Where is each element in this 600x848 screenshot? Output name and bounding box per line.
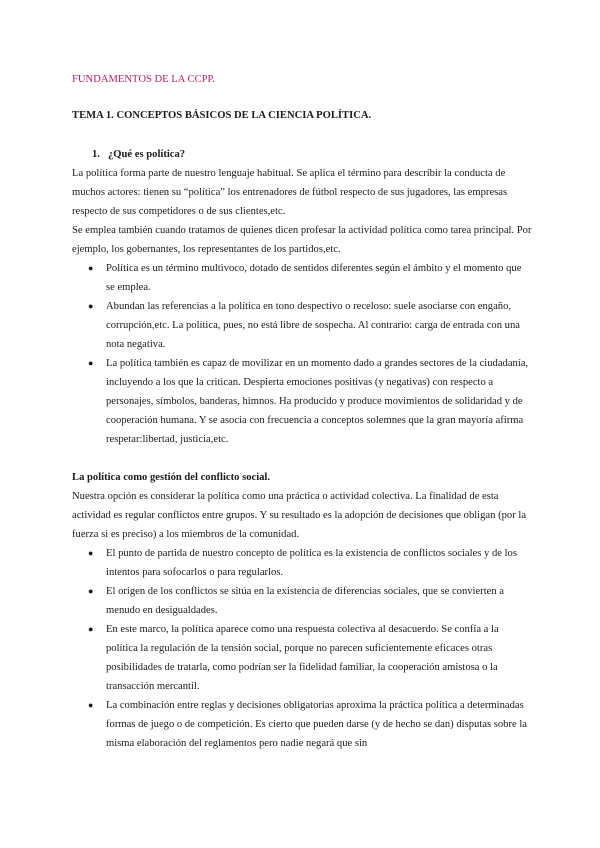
list-item xyxy=(76,620,532,696)
bullet-icon: ● xyxy=(88,263,94,273)
bullet-icon: ● xyxy=(88,624,94,634)
document-title: FUNDAMENTOS DE LA CCPP. xyxy=(72,74,215,85)
topic-heading: TEMA 1. CONCEPTOS BÁSICOS DE LA CIENCIA POLÍTICA. xyxy=(72,110,372,121)
section-1-heading xyxy=(92,149,185,160)
list-item xyxy=(76,259,532,297)
section-2-body xyxy=(72,468,532,753)
bullet-icon: ● xyxy=(88,586,94,596)
paragraph: La política forma parte de nuestro lenguaje habitual. Se aplica el término para describir la conducta de muchos actores: tienen su “política” los entrenadores de fútbol respecto de sus jugadores, las empresas respecto de sus competidores o de sus clientes,etc. xyxy=(72,168,508,217)
list-item-text: El punto de partida de nuestro concepto de política es la existencia de conflictos sociales y de los intentos para sofocarlos o para regularlos. xyxy=(106,548,517,578)
paragraph: Se emplea también cuando tratamos de quienes dicen profesar la actividad política como tarea principal. Por ejemplo, los gobernantes, los representantes de los partidos,etc. xyxy=(72,225,532,255)
bullet-list xyxy=(72,544,532,753)
list-item xyxy=(76,696,532,753)
list-item-text: La política también es capaz de movilizar en un momento dado a grandes sectores de la ciudadanía, incluyendo a los que la critican. Despierta emociones positivas (y negativas) con respecto a personajes, símbolos, banderas, himnos. Ha producido y produce movimientos de solidaridad y de cooperación humana. Y se asocia con frecuencia a conceptos solemnes que la gran mayoría afirma respetar:libertad, justicia,etc. xyxy=(106,358,529,445)
bullet-icon: ● xyxy=(88,548,94,558)
section-1-number: 1. xyxy=(92,149,100,160)
section-1-body xyxy=(72,164,532,449)
bullet-icon: ● xyxy=(88,700,94,710)
paragraph: Nuestra opción es considerar la política como una práctica o actividad colectiva. La finalidad de esta actividad es regular conflictos entre grupos. Y su resultado es la adopción de decisiones que obligan (por la fuerza si es preciso) a los miembros de la comunidad. xyxy=(72,491,527,540)
list-item-text: Política es un término multivoco, dotado de sentidos diferentes según el ámbito y el momento que se emplea. xyxy=(106,263,522,293)
bullet-icon: ● xyxy=(88,358,94,368)
list-item-text: Abundan las referencias a la política en tono despectivo o receloso: suele asociarse con engaño, corrupción,etc. La política, pues, no está libre de sospecha. Al contrario: carga de entrada con una nota negativa. xyxy=(106,301,520,350)
list-item xyxy=(76,582,532,620)
list-item-text: En este marco, la política aparece como una respuesta colectiva al desacuerdo. Se confía a la política la regulación de la tensión social, porque no parecen suficientemente eficaces otras posibilidades de tratarla, como podrían ser la fidelidad familiar, la cooperación amistosa o la transacción mercantil. xyxy=(106,624,499,692)
section-1-title: ¿Qué es política? xyxy=(108,149,186,160)
list-item-text: El origen de los conflictos se sitúa en la existencia de diferencias sociales, que se convierten a menudo en desigualdades. xyxy=(106,586,505,616)
section-2-heading: La política como gestión del conflicto social. xyxy=(72,472,271,483)
list-item xyxy=(76,354,532,449)
list-item-text: La combinación entre reglas y decisiones obligatorias aproxima la práctica política a determinadas formas de juego o de competición. Es cierto que pueden darse (y de hecho se dan) disputas sobre la misma elaboración del reglamentos pero nadie negará que sin xyxy=(106,700,527,749)
bullet-icon: ● xyxy=(88,301,94,311)
list-item xyxy=(76,297,532,354)
list-item xyxy=(76,544,532,582)
bullet-list xyxy=(72,259,532,449)
